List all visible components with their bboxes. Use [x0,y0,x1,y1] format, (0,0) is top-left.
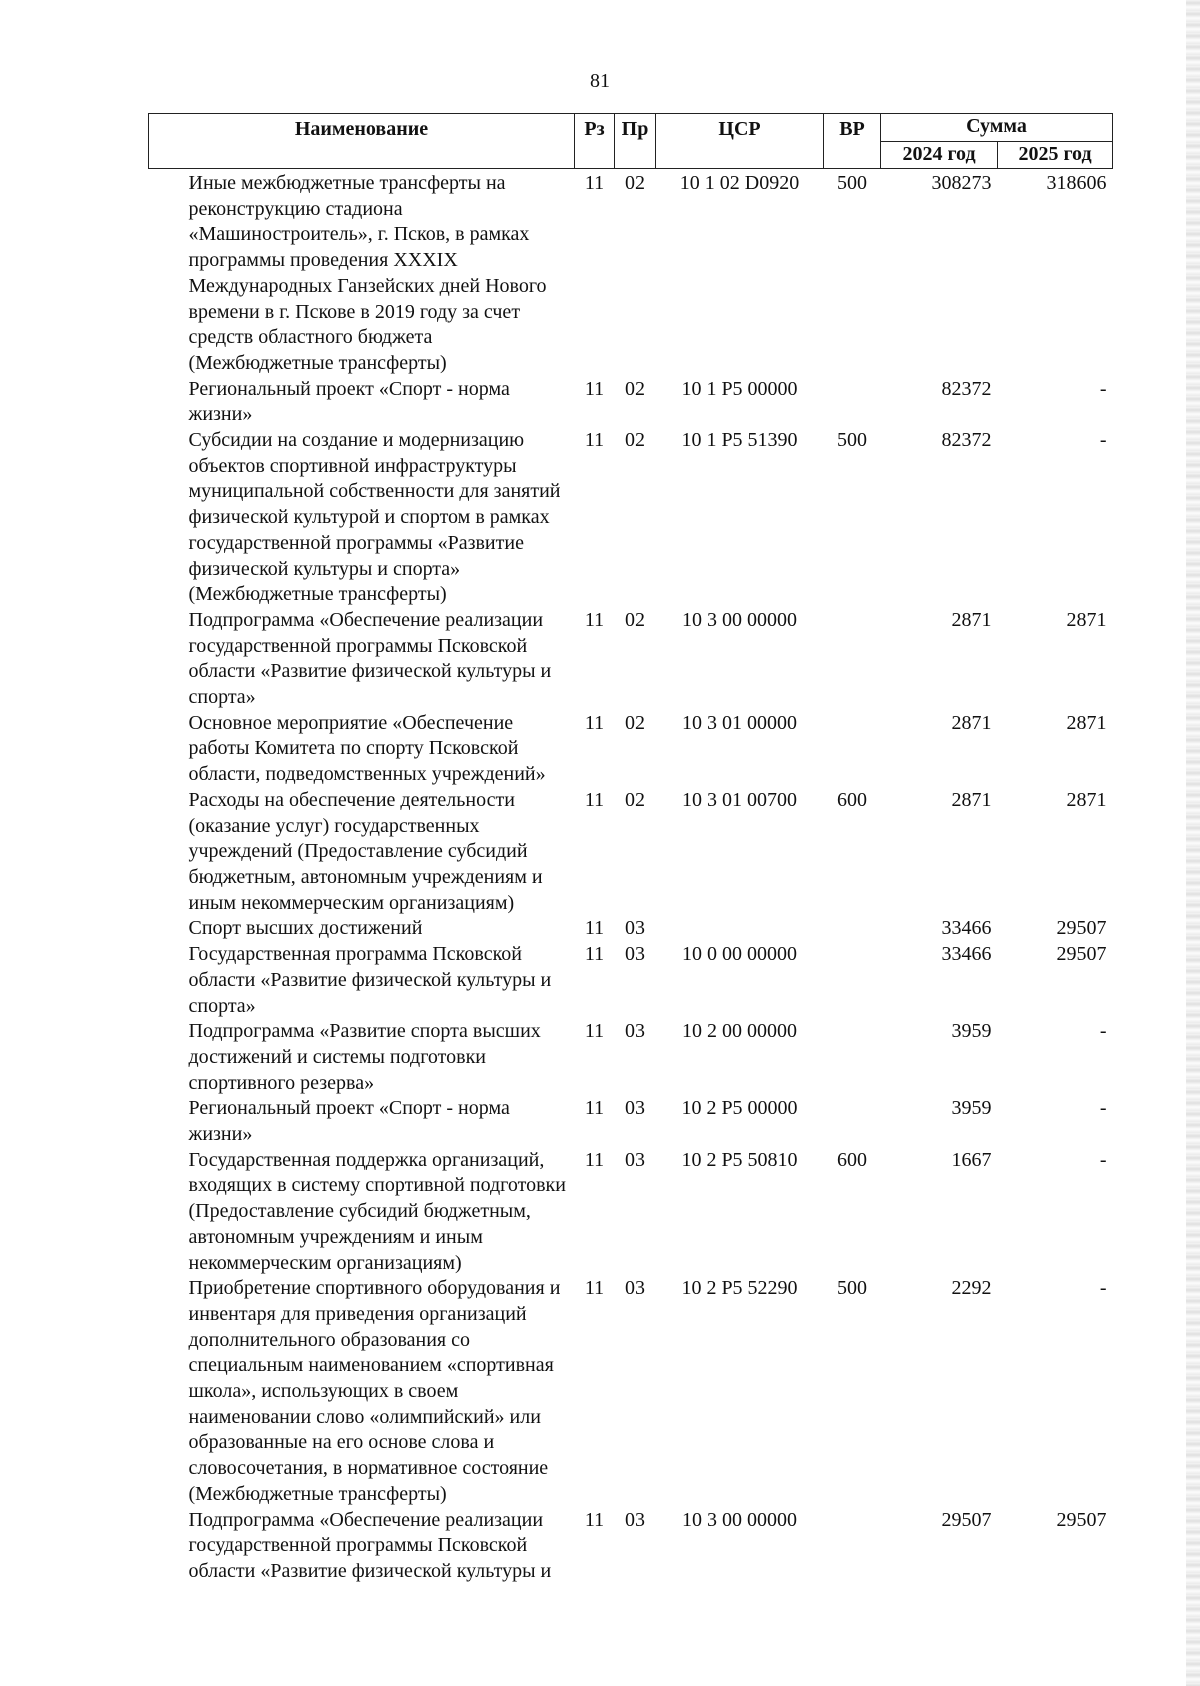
cell-rz: 11 [584,608,605,631]
cell-name: Государственная поддержка организаций, входящих в систему спортивной подготовки (Предоставление субсидий бюджетным, автономным учреждениям и иным некоммерческим организациям) [188,1148,566,1274]
budget-table [148,113,1113,1585]
cell-sum-2025: - [1099,1097,1107,1120]
cell-sum-2025: 2871 [1066,608,1107,631]
header-name: Наименование [149,114,575,169]
cell-vr [824,711,881,788]
cell-pr: 03 [625,1508,645,1531]
table-header [149,114,1113,169]
header-year-2024: 2024 год [881,141,998,169]
cell-pr: 02 [625,711,645,734]
cell-sum-2025: 318606 [1046,172,1107,194]
cell-rz: 11 [584,943,605,966]
cell-sum-2025: 2871 [1066,788,1107,811]
cell-sum-2025: - [1099,429,1107,452]
cell-sum-2024: 33466 [941,917,992,940]
cell-name: Основное мероприятие «Обеспечение работы Комитета по спорту Псковской области, подведомственных учреждений» [188,711,546,786]
table-row [149,1096,1113,1147]
cell-sum-2024: 33466 [941,943,992,966]
cell-name: Подпрограмма «Обеспечение реализации государственной программы Псковской области «Развитие физической культуры и спорта» [188,608,552,709]
cell-name: Региональный проект «Спорт - норма жизни» [188,1097,510,1146]
cell-csr: 10 3 00 00000 [682,1508,797,1531]
table-row [149,1148,1113,1277]
cell-csr: 10 2 P5 00000 [681,1097,798,1120]
cell-sum-2025: 29507 [1056,917,1107,940]
cell-csr: 10 1 02 D0920 [679,172,800,194]
cell-name: Расходы на обеспечение деятельности (оказание услуг) государственных учреждений (Предоставление субсидий бюджетным, автономным учреждениям и иным некоммерческим организациям) [188,788,543,914]
cell-sum-2024: 3959 [951,1020,992,1043]
cell-name: Субсидии на создание и модернизацию объектов спортивной инфраструктуры муниципальной собственности для занятий физической культурой и спортом в рамках государственной программы «Развитие физической культуры и спорта» (Межбюджетные трансферты) [188,429,561,606]
cell-csr: 10 1 P5 51390 [681,429,798,452]
table-row [149,428,1113,608]
cell-rz: 11 [584,1508,605,1531]
table-row [149,608,1113,711]
cell-csr: 10 2 P5 50810 [681,1148,798,1171]
cell-rz: 11 [584,377,605,400]
cell-sum-2024: 2871 [951,711,992,734]
page-number: 81 [590,70,610,92]
cell-sum-2025: 2871 [1066,711,1107,734]
cell-csr: 10 3 01 00700 [682,788,797,811]
table-row [149,1276,1113,1507]
table-row [149,377,1113,428]
cell-rz: 11 [584,1148,605,1171]
cell-name: Подпрограмма «Обеспечение реализации государственной программы Псковской области «Развитие физической культуры и [188,1508,552,1582]
table-row [149,1508,1113,1585]
header-year-2025: 2025 год [998,141,1113,169]
scan-edge-artifact [1186,0,1200,1686]
cell-sum-2024: 2871 [951,608,992,631]
cell-csr: 10 3 00 00000 [682,608,797,631]
cell-rz: 11 [584,429,605,452]
cell-pr: 02 [625,172,645,194]
cell-sum-2025: - [1099,1148,1107,1171]
cell-vr: 500 [837,172,867,194]
table-row [149,916,1113,942]
cell-pr: 03 [625,1097,645,1120]
cell-sum-2025: - [1099,1020,1107,1043]
cell-csr: 10 0 00 00000 [682,943,797,966]
table-body [149,169,1113,1585]
cell-name: Иные межбюджетные трансферты на реконструкцию стадиона «Машиностроитель», г. Псков, в рамках программы проведения XXXIX Международных Ганзейских дней Нового времени в г. Пскове в 2019 году за счет средств областного бюджета (Межбюджетные трансферты) [188,172,547,374]
cell-pr: 03 [625,917,645,940]
cell-csr: 10 1 P5 00000 [681,377,798,400]
cell-sum-2025: 29507 [1056,1508,1107,1531]
cell-vr [824,608,881,711]
cell-pr: 03 [625,1277,645,1300]
cell-rz: 11 [584,917,605,940]
cell-vr: 600 [837,788,867,811]
cell-sum-2024: 82372 [941,429,992,452]
cell-rz: 11 [584,172,605,194]
cell-sum-2024: 3959 [951,1097,992,1120]
header-csr: ЦСР [656,114,824,169]
cell-pr: 02 [625,429,645,452]
cell-rz: 11 [584,711,605,734]
header-pr: Пр [615,114,656,169]
cell-rz: 11 [584,1277,605,1300]
cell-sum-2025: 29507 [1056,943,1107,966]
header-sum: Сумма [881,114,1113,142]
cell-csr: 10 2 00 00000 [682,1020,797,1043]
cell-sum-2024: 2292 [951,1277,992,1300]
cell-sum-2024: 29507 [941,1508,992,1531]
cell-csr: 10 3 01 00000 [682,711,797,734]
table-row [149,788,1113,917]
cell-name: Приобретение спортивного оборудования и инвентаря для приведения организаций дополнительного образования со специальным наименованием «спортивная школа», использующих в своем наименовании слово «олимпийский» или образованные на его основе слова и словосочетания, в нормативное состояние (Межбюджетные трансферты) [188,1277,561,1505]
cell-vr [824,916,881,942]
cell-vr [824,1096,881,1147]
cell-rz: 11 [584,1097,605,1120]
cell-pr: 03 [625,1148,645,1171]
cell-name: Государственная программа Псковской области «Развитие физической культуры и спорта» [188,943,552,1017]
cell-pr: 02 [625,608,645,631]
table-row [149,711,1113,788]
cell-rz: 11 [584,1020,605,1043]
cell-csr [656,916,824,942]
cell-rz: 11 [584,788,605,811]
cell-pr: 03 [625,943,645,966]
cell-csr: 10 2 P5 52290 [681,1277,798,1300]
cell-vr: 500 [837,429,867,452]
header-rz: Рз [575,114,615,169]
cell-pr: 02 [625,788,645,811]
table-row [149,169,1113,377]
cell-sum-2024: 1667 [951,1148,992,1171]
table-row [149,942,1113,1019]
table-row [149,1019,1113,1096]
cell-sum-2025: - [1099,377,1107,400]
cell-name: Подпрограмма «Развитие спорта высших достижений и системы подготовки спортивного резерва» [188,1020,541,1094]
cell-pr: 02 [625,377,645,400]
cell-vr [824,1508,881,1585]
cell-vr [824,377,881,428]
cell-sum-2024: 308273 [931,172,992,194]
cell-name: Спорт высших достижений [188,917,423,940]
cell-vr [824,942,881,1019]
header-vr: ВР [824,114,881,169]
cell-name: Региональный проект «Спорт - норма жизни» [188,377,510,426]
cell-sum-2024: 82372 [941,377,992,400]
cell-pr: 03 [625,1020,645,1043]
cell-sum-2025: - [1099,1277,1107,1300]
cell-vr: 500 [837,1277,867,1300]
cell-vr [824,1019,881,1096]
cell-sum-2024: 2871 [951,788,992,811]
cell-vr: 600 [837,1148,867,1171]
